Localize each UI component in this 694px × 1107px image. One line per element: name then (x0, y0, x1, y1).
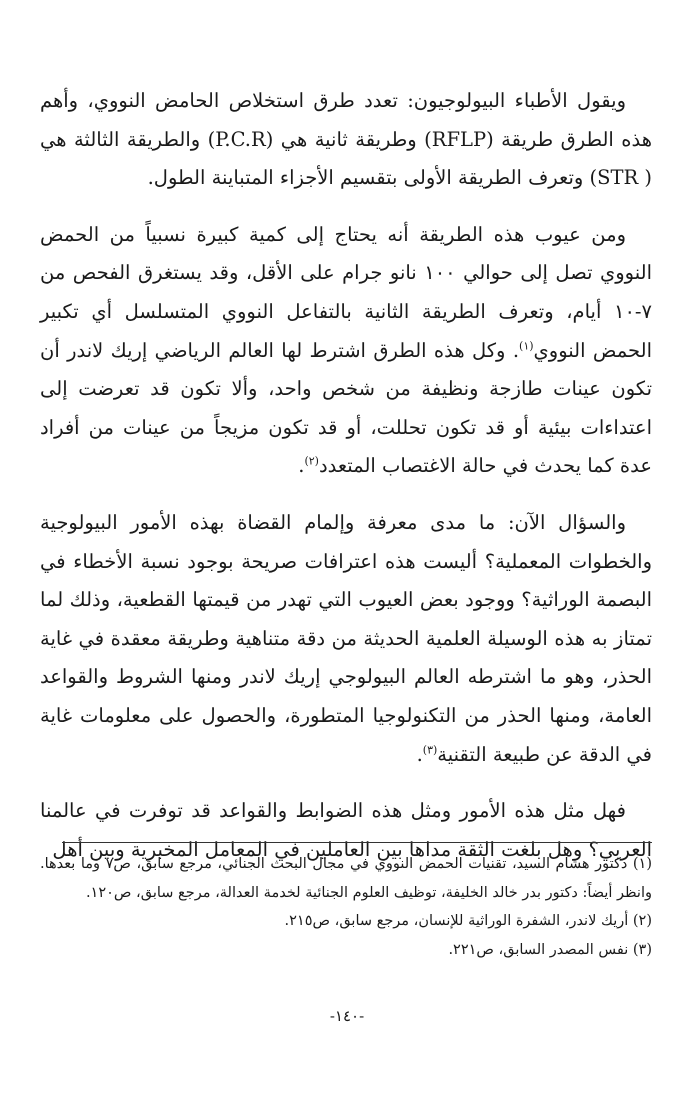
paragraph-1-text: ويقول الأطباء البيولوجيون: تعدد طرق استخلاص الحامض النووي، وأهم هذه الطرق طريقة (RFLP) وطريقة ثانية هي (P.C.R) والطريقة الثالثة هي ( STR) وتعرف الطريقة الأولى بتقسيم الأجزاء المتباينة الطول. (40, 89, 653, 190)
footnote-ref-3: (٣) (422, 743, 438, 756)
paragraph-2 (40, 216, 652, 486)
page-number: -١٤٠- (329, 1007, 365, 1025)
body-text (40, 82, 652, 869)
footnote-ref-2: (٢) (304, 454, 319, 468)
paragraph-3-text-a: والسؤال الآن: ما مدى معرفة وإلمام القضاة بهذه الأمور البيولوجية والخطوات المعملية؟ أليست هذه اعترافات صريحة بوجود نسبة الأخطاء في البصمة الوراثية؟ ووجود بعض العيوب التي تهدر من قيمتها القطعية، وذلك لما تمتاز به هذه الوسيلة العلمية الحديثة من دقة متناهية وطريقة معقدة في غاية الحذر، وهو ما اشترطه العالم البيولوجي إريك لاندر ومنها الشروط والقواعد العامة، ومنها الحذر من التكنولوجيا المتطورة، والحصول على معلومات غاية في الدقة عن طبيعة التقنية (40, 510, 652, 766)
footnote-3: (٣) نفس المصدر السابق، ص٢٢١. (448, 941, 652, 958)
footnote-divider (62, 842, 652, 843)
footnote-1: (١) دكتور هشام السيد، تقنيات الحمض النووي في مجال البحث الجنائي، مرجع سابق، ص٧ وما بعدها. وانظر أيضاً: دكتور بدر خالد الخليفة، توظيف العلوم الجنائية لخدمة العدالة، مرجع سابق، ص١٢٠. (40, 856, 652, 901)
paragraph-1 (40, 82, 652, 198)
paragraph-2-text-c: . (298, 454, 305, 478)
footnotes (40, 850, 652, 964)
paragraph-3 (40, 504, 652, 774)
paragraph-4-text: فهل مثل هذه الأمور ومثل هذه الضوابط والقواعد قد توفرت في عالمنا العربي؟ وهل بلغت الثقة مداها بين العاملين في المعامل المخبرية وبين أهل (40, 799, 652, 861)
footnote-ref-1: (١) (519, 339, 534, 353)
footnote-2: (٢) أريك لاندر، الشفرة الوراثية للإنسان، مرجع سابق، ص٢١٥. (284, 913, 652, 929)
paragraph-2-text-a: ومن عيوب هذه الطريقة أنه يحتاج إلى كمية كبيرة نسبياً من الحمض النووي تصل إلى حوالي ١٠٠ نانو جرام على الأقل، وقد يستغرق الفحص من ٧-١٠ أيام، وتعرف الطريقة الثانية بالتفاعل النووي المتسلسل أي تكبير الحمض النووي (40, 222, 652, 362)
paragraph-3-text-b: . (416, 742, 423, 766)
paragraph-2-text-b: . وكل هذه الطرق اشترط لها العالم الرياضي إريك لاندر أن تكون عينات طازجة ونظيفة من شخص واحد، وألا تكون قد تعرضت إلى اعتداءات بيئية أو قد تكون تحللت، أو قد تكون مزيجاً من عينات من أفراد عدة كما يحدث في حالة الاغتصاب المتعدد (40, 338, 652, 478)
